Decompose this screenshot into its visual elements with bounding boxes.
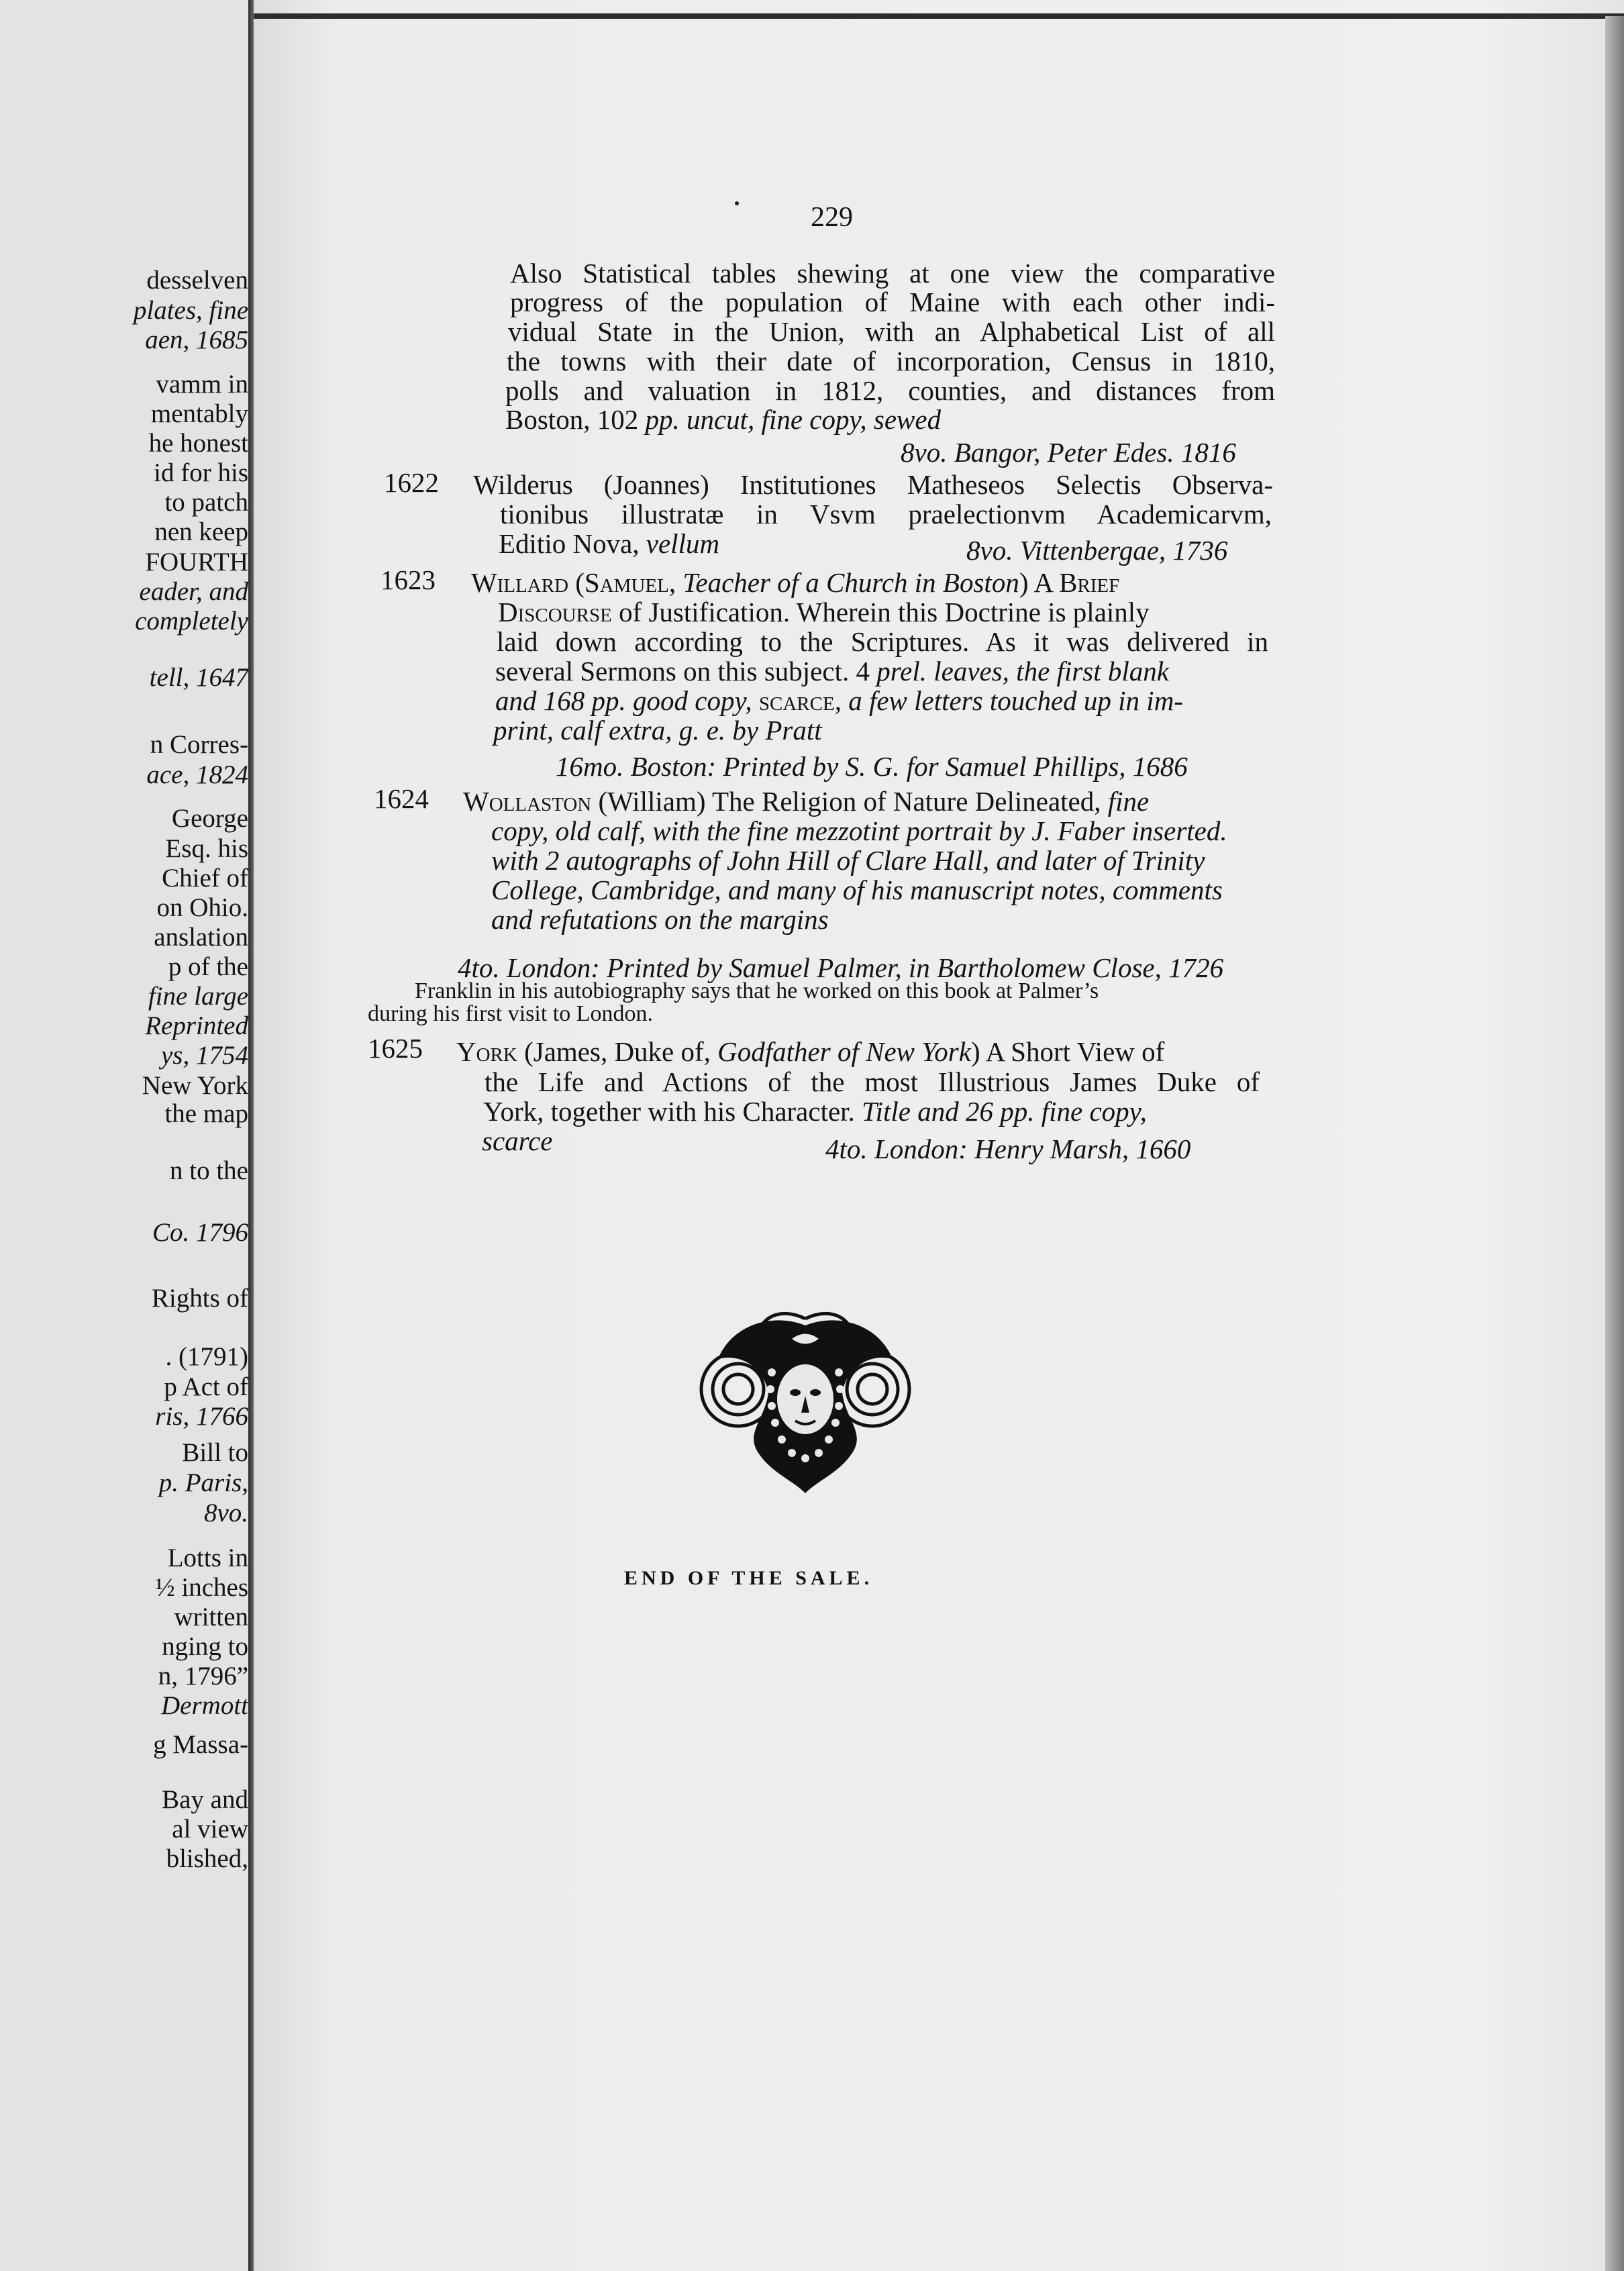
left-page-fragment: completely: [135, 607, 248, 636]
book-gutter: [248, 0, 254, 2271]
left-page-fragment: ris, 1766: [155, 1402, 248, 1431]
entry-1624-line-2: copy, old calf, with the fine mezzotint portrait by J. Faber inserted.: [491, 815, 1227, 846]
entry-1623-imprint: 16mo. Boston: Printed by S. G. for Samuel Phillips, 1686: [556, 751, 1188, 782]
lot-number-1624: 1624: [374, 783, 429, 814]
entry-prev-line-6: [505, 405, 941, 434]
entry-1622-line-1: Wilderus (Joannes) Institutiones Matheseos Selectis Observa-: [473, 469, 1273, 500]
entry-1623-line-4-a: several Sermons on this subject. 4: [495, 656, 877, 687]
end-of-sale-text: END OF THE SALE.: [624, 1567, 874, 1589]
left-page-fragment: written: [174, 1603, 248, 1631]
lot-number-1625: 1625: [368, 1033, 423, 1064]
entry-1625-line-3-b: Title and 26 pp. fine copy,: [862, 1096, 1147, 1127]
page-right-edge: [1605, 16, 1624, 2271]
left-page-fragment: plates, fine: [133, 296, 248, 325]
left-page-text: [0, 0, 248, 2271]
entry-1623-line-5-b: pp. good copy,: [591, 685, 759, 716]
entry-1623-line-3: laid down according to the Scriptures. As it was delivered in: [497, 626, 1268, 657]
entry-1623-line-5-c: scarce: [758, 685, 835, 716]
entry-1623-line-6: print, calf extra, g. e. by Pratt: [493, 715, 822, 746]
speck: [735, 201, 739, 205]
entry-1624-line-1: [463, 787, 1149, 816]
entry-1625-name: York: [456, 1036, 517, 1067]
left-page-fragment: Co. 1796: [152, 1218, 248, 1247]
entry-1624-line-1-rest: (William) The Religion of Nature Delineated,: [591, 786, 1108, 817]
left-page-fragment: eader, and: [139, 577, 248, 606]
entry-1622-imprint: 8vo. Vittenbergae, 1736: [966, 535, 1228, 566]
entry-prev-line-3: vidual State in the Union, with an Alphabetical List of all: [508, 316, 1275, 347]
left-page-fragment: p of the: [168, 952, 248, 981]
entry-1622-line-3: [499, 529, 719, 558]
left-page-fragment: on Ohio.: [156, 893, 248, 922]
entry-1624-line-4: College, Cambridge, and many of his manuscript notes, comments: [491, 874, 1223, 905]
page-number: 229: [811, 202, 853, 233]
left-page-fragment: Lotts in: [167, 1544, 248, 1572]
left-page-fragment: nen keep: [154, 517, 248, 546]
entry-1623-line-1: [471, 568, 1119, 597]
left-page-fragment: Rights of: [151, 1284, 248, 1313]
entry-1623-line-2: [498, 597, 1150, 627]
left-page-fragment: p. Paris,: [158, 1468, 248, 1497]
left-page-fragment: aen, 1685: [145, 325, 248, 354]
left-page-fragment: New York: [142, 1071, 248, 1100]
entry-1623-title-a: ) A: [1019, 567, 1060, 598]
entry-1624-note-2: during his first visit to London.: [368, 1001, 653, 1026]
left-page-fragment: vamm in: [156, 370, 248, 399]
left-page-fragment: id for his: [154, 458, 248, 487]
entry-prev-imprint: 8vo. Bangor, Peter Edes. 1816: [901, 437, 1236, 468]
left-page-fragment: Reprinted: [145, 1011, 248, 1040]
left-page-fragment: ace, 1824: [146, 760, 248, 789]
entry-1625-imprint: 4to. London: Henry Marsh, 1660: [825, 1133, 1191, 1164]
left-page-fragment: tell, 1647: [149, 663, 248, 692]
entry-1624-line-5: and refutations on the margins: [491, 904, 829, 935]
entry-1623-line-2-a: Discourse: [498, 597, 612, 627]
left-page-fragment: 8vo.: [203, 1499, 248, 1527]
lot-number-1623: 1623: [380, 564, 436, 595]
left-page-fragment: George: [171, 804, 248, 833]
entry-1625-line-2: the Life and Actions of the most Illustrious James Duke of: [485, 1066, 1260, 1097]
entry-1623-line-5-d: , a few letters touched up in im-: [834, 685, 1183, 716]
entry-1623-line-5: [495, 686, 1183, 715]
entry-prev-line-5: polls and valuation in 1812, counties, and distances from: [505, 375, 1275, 406]
entry-1623-line-5-a: and 168: [495, 685, 592, 716]
left-page-fragment: g Massa-: [153, 1730, 248, 1759]
left-page-fragment: desselven: [146, 266, 248, 295]
entry-1622-line-3-a: Editio Nova,: [499, 528, 646, 559]
left-page-fragment: blished,: [166, 1844, 248, 1873]
left-page-fragment: to patch: [164, 488, 248, 517]
left-page-fragment: FOURTH: [145, 548, 248, 576]
entry-prev-line-6-b: pp. uncut, fine copy, sewed: [645, 404, 942, 435]
left-page-fragment: he honest: [148, 429, 248, 458]
ornament-mask-icon: [691, 1299, 919, 1500]
left-page-fragment: the map: [164, 1099, 248, 1128]
left-page-fragment: p Act of: [164, 1372, 248, 1401]
entry-1624-imprint: 4to. London: Printed by Samuel Palmer, in Bartholomew Close, 1726: [458, 952, 1224, 983]
entry-1625-line-3-a: York, together with his Character.: [483, 1096, 862, 1127]
entry-1625-line-4: scarce: [482, 1125, 553, 1156]
entry-1623-line-2-b: of Justification. Wherein this Doctrine is plainly: [611, 597, 1150, 627]
entry-1625-line-1: [456, 1037, 1164, 1066]
left-page-fragment: mentably: [150, 399, 248, 428]
entry-1624-name: Wollaston: [463, 786, 592, 817]
entry-prev-line-1: Also Statistical tables shewing at one view the comparative: [510, 258, 1275, 289]
entry-1625-line-1-rest: (James, Duke of,: [517, 1036, 718, 1067]
left-page-fragment: Bay and: [162, 1785, 248, 1814]
left-page-fragment: Esq. his: [165, 834, 248, 863]
entry-1623-line-4: [495, 656, 1169, 686]
left-page-fragment: Dermott: [161, 1691, 248, 1720]
entry-1625-line-3: [483, 1097, 1147, 1126]
entry-1623-name-rest: (Samuel,: [568, 567, 683, 598]
left-page-fragment: n Corres-: [150, 730, 248, 759]
entry-1622-line-3-b: vellum: [646, 528, 720, 559]
left-page-fragment: al view: [172, 1815, 248, 1844]
entry-1625-line-1-ital: Godfather of New York: [717, 1036, 971, 1067]
entry-1623-line-4-b: prel. leaves, the first blank: [876, 656, 1169, 687]
left-page-fragment: ½ inches: [155, 1573, 248, 1602]
left-page-fragment: fine large: [148, 982, 248, 1011]
left-page-fragment: n, 1796”: [158, 1662, 248, 1690]
entry-prev-line-2: progress of the population of Maine with each other indi-: [510, 287, 1275, 317]
entry-1625-line-1-end: ) A Short View of: [970, 1036, 1165, 1067]
entry-prev-line-6-a: Boston, 102: [505, 404, 646, 435]
entry-1624-line-1-ital: fine: [1107, 786, 1150, 817]
left-page-fragment: Bill to: [182, 1438, 248, 1467]
entry-1623-role: Teacher of a Church in Boston: [682, 567, 1019, 598]
left-page-fragment: . (1791): [165, 1342, 248, 1371]
entry-1624-note-1: Franklin in his autobiography says that he worked on this book at Palmer’s: [415, 978, 1099, 1003]
entry-1622-line-2: tionibus illustratæ in Vsvm praelectionvm Academicarvm,: [500, 499, 1272, 529]
entry-prev-line-4: the towns with their date of incorporation, Census in 1810,: [507, 346, 1275, 376]
entry-1623-name: Willard: [471, 567, 569, 598]
left-page-fragment: anslation: [154, 923, 248, 952]
page-top-edge: [254, 13, 1624, 19]
entry-1624-line-3: with 2 autographs of John Hill of Clare Hall, and later of Trinity: [491, 845, 1205, 876]
entry-1623-title-b: Brief: [1059, 567, 1120, 598]
left-page-fragment: nging to: [162, 1632, 248, 1661]
left-page-fragment: n to the: [170, 1156, 248, 1185]
left-page-fragment: ys, 1754: [161, 1041, 248, 1070]
left-page-fragment: Chief of: [162, 864, 248, 893]
lot-number-1622: 1622: [384, 467, 439, 498]
